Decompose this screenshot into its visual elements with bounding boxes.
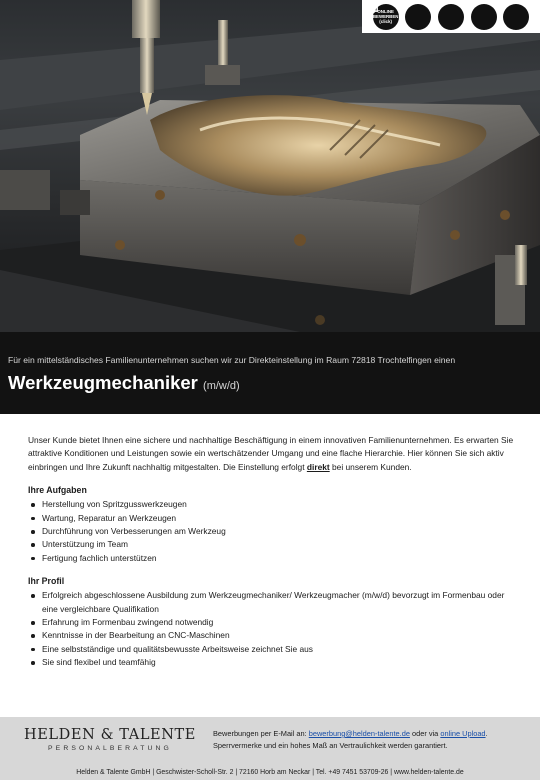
instagram-icon[interactable] — [471, 4, 497, 30]
tasks-heading: Ihre Aufgaben — [28, 485, 87, 496]
apply-suffix: . — [485, 729, 488, 738]
xing-icon[interactable] — [503, 4, 529, 30]
apply-email-link[interactable]: bewerbung@helden-talente.de — [308, 729, 410, 738]
cnc-machining-illustration — [0, 0, 540, 332]
company-logo[interactable] — [20, 727, 200, 752]
list-item: Herstellung von Spritzgusswerkzeugen — [28, 498, 518, 511]
job-title — [8, 372, 240, 394]
application-line — [213, 728, 533, 740]
online-upload-link[interactable]: online Upload — [440, 729, 486, 738]
list-item: Fertigung fachlich unterstützen — [28, 552, 518, 565]
list-item: Erfolgreich abgeschlossene Ausbildung zum Werkzeugmechaniker/ Werkzeugmacher (m/w/d) bevorzugt im Formenbau oder eine vergleichbare Qualifikation — [28, 589, 518, 616]
list-item: Erfahrung im Formenbau zwingend notwendig — [28, 616, 518, 629]
mail-icon[interactable] — [405, 4, 431, 30]
list-item: Unterstützung im Team — [28, 538, 518, 551]
apply-middle: oder via — [409, 729, 441, 738]
job-title-text: Werkzeugmechaniker — [8, 372, 198, 393]
job-description — [28, 434, 518, 670]
application-info — [213, 728, 533, 752]
social-bar — [362, 0, 540, 33]
apply-prefix: Bewerbungen per E-Mail an: — [213, 729, 309, 738]
online-apply-label: ONLINE — [377, 8, 394, 14]
tasks-list — [28, 498, 518, 565]
job-title-suffix: (m/w/d) — [203, 380, 240, 392]
footer — [0, 717, 540, 780]
list-item: Kenntnisse in der Bearbeitung an CNC-Maschinen — [28, 629, 518, 642]
company-intro-paragraph — [28, 434, 518, 474]
title-band — [0, 332, 540, 414]
list-item: Durchführung von Verbesserungen am Werkzeug — [28, 525, 518, 538]
intro-emphasis: direkt — [306, 461, 330, 472]
online-apply-label: (click) — [379, 19, 392, 25]
online-apply-label: BEWERBEN — [372, 13, 399, 19]
profile-list — [28, 589, 518, 669]
intro-text-end: bei unserem Kunden. — [329, 461, 412, 472]
profile-heading: Ihr Profil — [28, 576, 65, 587]
job-intro-text: Für ein mittelständisches Familienunternehmen suchen wir zur Direkteinstellung im Raum 72818 Trochtelfingen einen — [8, 355, 456, 365]
hero-image — [0, 0, 540, 332]
company-address-line: Helden & Talente GmbH | Geschwister-Scholl-Str. 2 | 72160 Horb am Neckar | Tel. +49 7451 53709-26 | www.helden-talente.de — [76, 769, 464, 776]
list-item: Wartung, Reparatur an Werkzeugen — [28, 512, 518, 525]
logo-main-text: HELDEN & TALENTE — [24, 727, 196, 743]
list-item: Eine selbstständige und qualitätsbewusste Arbeitsweise zeichnet Sie aus — [28, 643, 518, 656]
logo-sub-text: PERSONALBERATUNG — [48, 745, 172, 752]
list-item: Sie sind flexibel und teamfähig — [28, 656, 518, 669]
facebook-icon[interactable] — [438, 4, 464, 30]
intro-text: Unser Kunde bietet Ihnen eine sichere und nachhaltige Beschäftigung in einem innovativen Familienunternehmen. Es erwarten Sie attraktive Konditionen und Leistungen sowie ein wertschätzender Umgang und eine flache Hierarchie. Hier können Sie sich aktiv einbringen und Ihre Zukunft nachhaltig mitgestalten. Die Einstellung erfolgt — [28, 435, 514, 472]
confidentiality-note: Sperrvermerke und ein hohes Maß an Vertraulichkeit werden garantiert. — [213, 741, 448, 750]
